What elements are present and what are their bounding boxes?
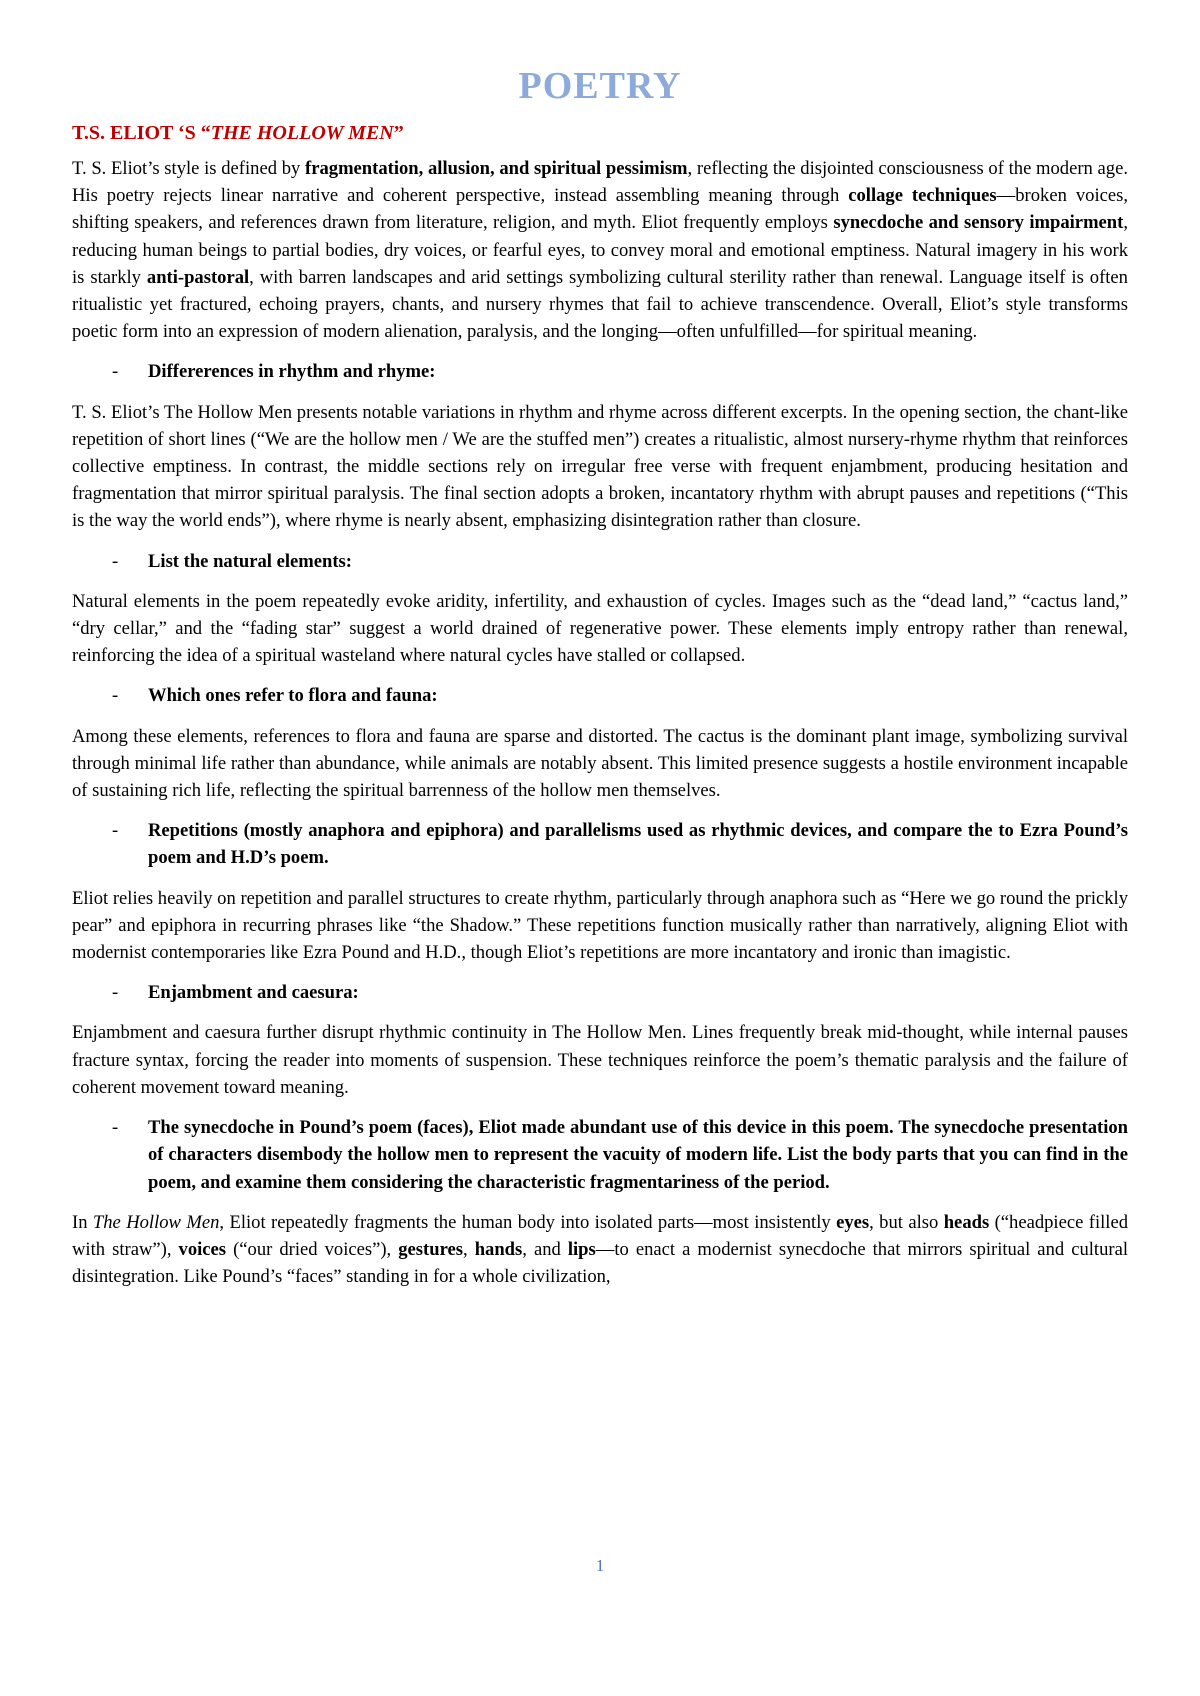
paragraph-text: ,: [462, 1238, 475, 1260]
intro-text: , reducing human beings to partial bodies, dry voices, or fearful eyes, to convey moral and emotional emptiness. Natural imagery in his work is starkly: [72, 212, 1128, 288]
intro-bold: fragmentation, allusion, and spiritual pessimism: [305, 158, 688, 179]
section-heading-text: The synecdoche in Pound’s poem (faces), Eliot made abundant use of this device in this poem. The synecdoche presentation of characters disembody the hollow men to represent the vacuity of modern life. List the body parts that you can find in the poem, and examine them considering the characteristic fragmentariness of the period.: [148, 1117, 1128, 1193]
section-heading-repetitions: [72, 817, 1128, 871]
section-heading-enjambment: [72, 979, 1128, 1006]
body-part-bold: lips: [567, 1238, 596, 1260]
body-part-bold: heads: [943, 1211, 990, 1233]
bullet-dash: -: [112, 550, 119, 572]
intro-paragraph: [72, 155, 1128, 345]
subtitle-prefix: T.S. ELIOT ‘S “: [72, 122, 211, 144]
section-heading-rhythm-rhyme: [72, 358, 1128, 385]
body-part-bold: hands: [474, 1238, 523, 1260]
page-title: POETRY: [518, 65, 682, 107]
section-heading-text: Enjambment and caesura:: [148, 982, 359, 1004]
intro-bold: collage techniques: [848, 185, 997, 207]
intro-text: , with barren landscapes and arid settings symbolizing cultural sterility rather than renewal. Language itself is often ritualistic yet fractured, echoing prayers, chants, and nursery rhymes that fail to achieve transcendence. Overall, Eliot’s style transforms poetic form into an expression of modern alienation, paralysis, and the longing—often unfulfilled—for spiritual meaning.: [72, 266, 1128, 343]
bullet-dash: -: [112, 982, 119, 1004]
paragraph-text: In: [72, 1211, 93, 1233]
section-heading-text: List the natural elements:: [148, 550, 352, 572]
intro-text: , reflecting the disjointed consciousness of the modern age. His poetry rejects linear narrative and coherent perspective, instead assembling meaning through: [72, 158, 1128, 207]
poem-title-italic: The Hollow Men: [92, 1211, 220, 1233]
subtitle-suffix: ”: [393, 122, 404, 144]
paragraph-text: —to enact a modernist synecdoche that mirrors spiritual and cultural disintegration. Like Pound’s “faces” standing in for a whole civilization,: [72, 1238, 1128, 1288]
section-paragraph-enjambment: Enjambment and caesura further disrupt rhythmic continuity in The Hollow Men. Lines frequently break mid-thought, while internal pauses fracture syntax, forcing the reader into moments of suspension. These techniques reinforce the poem’s thematic paralysis and the failure of coherent movement toward meaning.: [72, 1022, 1128, 1098]
section-heading-text: Repetitions (mostly anaphora and epiphora) and parallelisms used as rhythmic devices, and compare the to Ezra Pound’s poem and H.D’s poem.: [148, 820, 1128, 869]
body-part-bold: eyes: [836, 1211, 870, 1233]
section-heading-natural-elements: [72, 548, 1128, 575]
bullet-dash: -: [112, 1117, 119, 1139]
body-part-bold: voices: [178, 1238, 227, 1260]
section-heading-text: Which ones refer to flora and fauna:: [148, 685, 438, 707]
paragraph-text: , Eliot repeatedly fragments the human body into isolated parts—most insistently: [219, 1211, 837, 1233]
section-paragraph-natural-elements: Natural elements in the poem repeatedly evoke aridity, infertility, and exhaustion of cycles. Images such as the “dead land,” “cactus land,” “dry cellar,” and the “fading star” suggest a world drained of regenerative power. These elements imply entropy rather than renewal, reinforcing the idea of a spiritual wasteland where natural cycles have stalled or collapsed.: [72, 590, 1128, 667]
paragraph-text: , and: [522, 1238, 568, 1260]
section-heading-synecdoche: [72, 1114, 1128, 1196]
paragraph-text: (“our dried voices”),: [226, 1238, 399, 1260]
synecdoche-paragraph: [72, 1209, 1128, 1291]
section-subtitle: [72, 122, 1128, 145]
bullet-dash: -: [112, 820, 119, 842]
intro-bold: anti-pastoral: [146, 266, 250, 288]
body-part-bold: gestures: [398, 1238, 463, 1260]
paragraph-text: (“headpiece filled with straw”),: [72, 1211, 1129, 1260]
intro-text: —broken voices, shifting speakers, and references drawn from literature, religion, and myth. Eliot frequently employs: [72, 185, 1129, 234]
paragraph-text: , but also: [869, 1211, 944, 1233]
section-paragraph-repetitions: Eliot relies heavily on repetition and parallel structures to create rhythm, particularly through anaphora such as “Here we go round the prickly pear” and epiphora in recurring phrases like “the Shadow.” These repetitions function musically rather than narratively, aligning Eliot with modernist contemporaries like Ezra Pound and H.D., though Eliot’s repetitions are more incantatory and ironic than imagistic.: [72, 887, 1128, 964]
page-number: 1: [595, 1556, 605, 1575]
section-paragraph-flora-fauna: Among these elements, references to flora and fauna are sparse and distorted. The cactus is the dominant plant image, symbolizing survival through minimal life rather than abundance, while animals are notably absent. This limited presence suggests a hostile environment incapable of sustaining rich life, reflecting the spiritual barrenness of the hollow men themselves.: [72, 725, 1128, 802]
section-paragraph-rhythm-rhyme: T. S. Eliot’s The Hollow Men presents notable variations in rhythm and rhyme across different excerpts. In the opening section, the chant-like repetition of short lines (“We are the hollow men / We are the stuffed men”) creates a ritualistic, almost nursery-rhyme rhythm that reinforces collective emptiness. In contrast, the middle sections rely on irregular free verse with frequent enjambment, producing hesitation and fragmentation that mirror spiritual paralysis. The final section adopts a broken, incantatory rhythm with abrupt pauses and repetitions (“This is the way the world ends”), where rhyme is nearly absent, emphasizing disintegration rather than closure.: [72, 401, 1128, 532]
bullet-dash: -: [112, 361, 119, 383]
document-page: [72, 64, 1128, 1303]
section-heading-flora-fauna: [72, 682, 1128, 709]
bullet-dash: -: [112, 685, 119, 707]
subtitle-poem-title: THE HOLLOW MEN: [210, 122, 394, 144]
intro-bold: synecdoche and sensory impairment: [833, 212, 1124, 234]
section-heading-text: Differerences in rhythm and rhyme:: [148, 361, 436, 383]
intro-text: T. S. Eliot’s style is defined by: [72, 158, 306, 179]
